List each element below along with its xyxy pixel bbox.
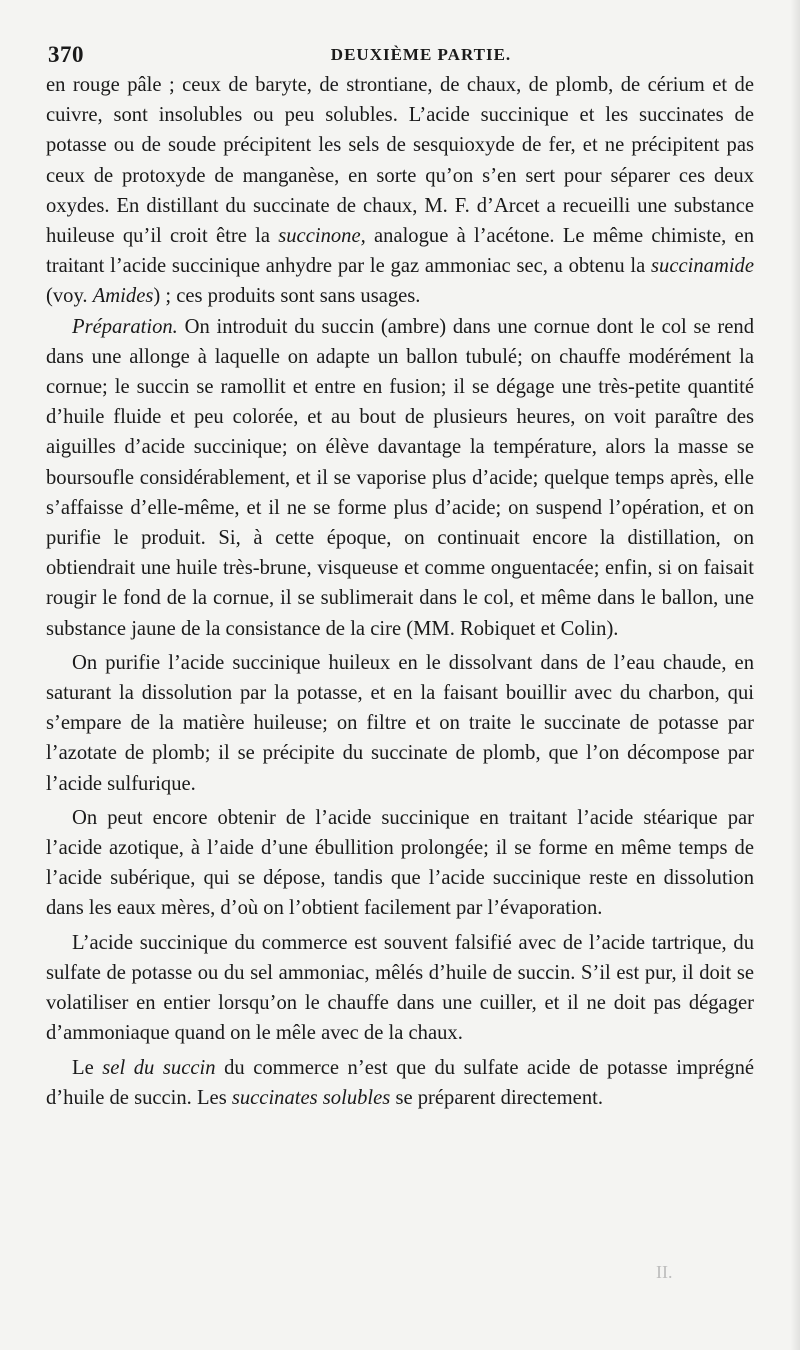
page-number: 370 [48, 42, 84, 67]
paragraph [46, 312, 754, 644]
text-run: On purifie l’acide succinique huileux en le dissolvant dans de l’eau chaude, en saturant la dissolution par la potasse, et en la faisant bouillir avec du charbon, qui s’empare de la matière huileuse; on filtre et on traite le succinate de potasse par l’azotate de plomb; il se précipite du succinate de plomb, que l’on décompose par l’acide sulfurique. [46, 651, 754, 795]
text-run: du commerce n’est que du sulfate acide de potasse imprégné d’huile de succin. Les [46, 1056, 755, 1109]
text-run: L’acide succinique du commerce est souvent falsifié avec de l’acide tartrique, du sulfate de potasse ou du sel ammoniac, mêlés d’huile de succin. S’il est pur, il doit se volatiliser en entier lorsqu’on le chauffe dans une cuiller, et il ne doit pas dégager d’ammoniaque quand on le mêle avec de la chaux. [46, 931, 754, 1045]
italic-text: succinone, [278, 225, 366, 248]
italic-text: sel du succin [102, 1056, 216, 1079]
italic-text: Préparation. [72, 315, 178, 338]
text-run: ) ; ces produits sont sans usages. [153, 285, 421, 308]
paragraph [46, 803, 754, 924]
text-run: en rouge pâle ; ceux de baryte, de strontiane, de chaux, de plomb, de cérium et de cuivre, sont insolubles ou peu solubles. L’acide succinique et les succinates de potasse ou de soude précipitent les sels de sesquioxyde de fer, et ne précipitent pas ceux de protoxyde de manganèse, en sorte qu’on s’en sert pour séparer ces deux oxydes. En distillant du succinate de chaux, M. F. d’Arcet a recueilli une substance huileuse qu’il croit être la [46, 74, 754, 248]
paragraph [46, 70, 754, 312]
italic-text: Amides [92, 285, 154, 308]
text-run: analogue à l’acétone. Le même chimiste, en traitant l’acide succinique anhydre par le gaz ammoniac sec, a obtenu la [46, 225, 754, 278]
page-edge-shadow [790, 0, 800, 1350]
paragraph [46, 648, 754, 799]
text-run: se préparent directement. [390, 1086, 603, 1109]
italic-text: succinamide [651, 255, 754, 278]
page-header [48, 42, 754, 70]
italic-text: succinates solubles [231, 1086, 391, 1109]
text-run: (voy. [46, 285, 93, 308]
body-text [46, 70, 754, 1113]
signature-mark: II. [656, 1262, 673, 1282]
text-run: Le [72, 1056, 103, 1079]
paragraph [46, 1053, 754, 1113]
text-run: On peut encore obtenir de l’acide succinique en traitant l’acide stéarique par l’acide azotique, à l’aide d’une ébullition prolongée; il se forme en même temps de l’acide subérique, qui se dépose, tandis que l’acide succinique reste en dissolution dans les eaux mères, d’où on l’obtient facilement par l’évaporation. [46, 806, 754, 920]
paragraph [46, 928, 754, 1049]
text-run: On introduit du succin (ambre) dans une cornue dont le col se rend dans une allonge à laquelle on adapte un ballon tubulé; on chauffe modérément la cornue; le succin se ramollit et entre en fusion; il se dégage une très-petite quantité d’huile fluide et peu colorée, et au bout de plusieurs heures, on voit paraître des aiguilles d’acide succinique; on élève davantage la température, alors la masse se boursoufle considérablement, et il se vaporise plus d’acide; quelque temps après, elle s’affaisse d’elle-même, et il ne se forme plus d’acide; on suspend l’opération, et on purifie le produit. Si, à cette époque, on continuait encore la distillation, on obtiendrait une huile très-brune, visqueuse et comme onguentacée; enfin, si on faisait rougir le fond de la cornue, il se sublimerait dans le col, et même dans le ballon, une substance jaune de la consistance de la cire (MM. Robiquet et Colin). [46, 315, 754, 640]
running-head: DEUXIÈME PARTIE. [330, 45, 512, 64]
